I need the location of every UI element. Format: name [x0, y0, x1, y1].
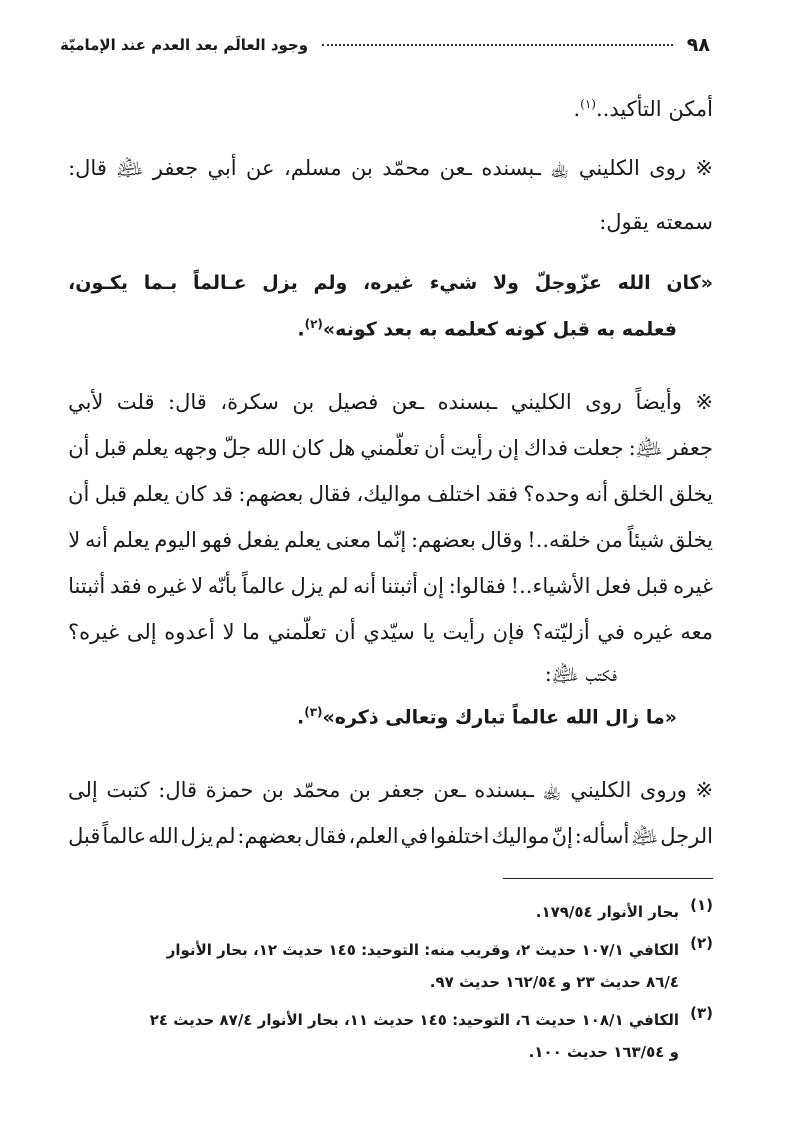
text-line: ※ روى الكليني ﵀ ـبسنده ـعن محمّد بن مسلم، عن أبي جعفر ﵇ قال:	[68, 156, 713, 180]
quote-line: «كان الله عزّوجلّ ولا شيء غيره، ولم يزل عـالماً بـما يكـون،	[68, 272, 713, 294]
text-line: ※ وروى الكليني ﵀ ـبسنده ـعن جعفر بن محمّد بن حمزة قال: كتبت إلى	[68, 778, 713, 802]
text-line: جعفر ﵇: جعلت فداك إن رأيت أن تعلّمني هل كان الله جلّ وجهه يعلم قبل أن	[68, 436, 713, 460]
footnote-separator	[503, 878, 713, 879]
quote-line: «ما زال الله عالماً تبارك وتعالى ذكره»$^{(٣)}$.	[296, 705, 677, 729]
text-line: سمعته يقول:	[599, 210, 713, 234]
footnote-line: ٨٦/٤ حديث ٢٣ و ١٦٢/٥٤ حديث ٩٧.	[429, 973, 679, 991]
text-line: فكتب ﵇:	[544, 662, 617, 686]
text-line: غيره قبل فعل الأشياء..! فقالوا: إن أثبتنا أنه لم يزل عالماً بأنّه لا غيره فقد أثبتنا	[68, 574, 713, 598]
footnote-ref: (٣)	[304, 705, 323, 719]
footnotes	[73, 896, 713, 1074]
footnote-1	[73, 896, 713, 928]
footnote-number: (٢)	[690, 934, 713, 952]
text-line: ※ وأيضاً روى الكليني ـبسنده ـعن فصيل بن سكرة، قال: قلت لأبي	[68, 390, 713, 414]
header-leader-dots	[322, 44, 673, 46]
footnote-number: (٣)	[690, 1004, 713, 1022]
text-line: أمكن التأكيد..$^{(١)}$.	[573, 97, 713, 121]
text-line: معه غيره في أزليّته؟ فإن رأيت يا سيّدي أن تعلّمني ما لا أعدوه إلى غيره؟	[68, 620, 713, 644]
main-text	[68, 98, 713, 872]
footnote-line: الكافي ١٠٨/١ حديث ٦، التوحيد: ١٤٥ حديث ١١، بحار الأنوار ٨٧/٤ حديث ٢٤	[149, 1011, 679, 1029]
footnote-2	[73, 934, 713, 998]
footnote-line: بحار الأنوار ١٧٩/٥٤.	[535, 903, 679, 921]
text-line: يخلق الخلق أنه وحده؟ فقد اختلف مواليك، فقال بعضهم: قد كان يعلم قبل أن	[68, 482, 713, 506]
text-line: الرجل ﵇ أسأله: إنّ مواليك اختلفوا في العلم، فقال بعضهم: لم يزل الله عالماً قبل	[68, 824, 713, 848]
footnote-line: و ١٦٣/٥٤ حديث ١٠٠.	[528, 1043, 679, 1061]
running-title: وجود العالَم بعد العدم عند الإماميّة	[60, 36, 309, 54]
footnote-line: الكافي ١٠٧/١ حديث ٢، وقريب منه: التوحيد: ١٤٥ حديث ١٢، بحار الأنوار	[166, 941, 679, 959]
footnote-ref: (١)	[580, 97, 596, 111]
quote-line: فعلمه به قبل كونه كعلمه به بعد كونه»$^{(٢)}$.	[297, 317, 677, 341]
page-number: ٩٨	[686, 34, 710, 56]
page-header	[60, 30, 710, 60]
footnote-ref: (٢)	[304, 317, 323, 331]
footnote-number: (١)	[690, 896, 713, 914]
footnote-3	[73, 1004, 713, 1068]
text-line: يخلق شيئاً من خلقه..! وقال بعضهم: إنّما معنى يعلم يفعل فهو اليوم يعلم أنه لا	[68, 528, 713, 552]
